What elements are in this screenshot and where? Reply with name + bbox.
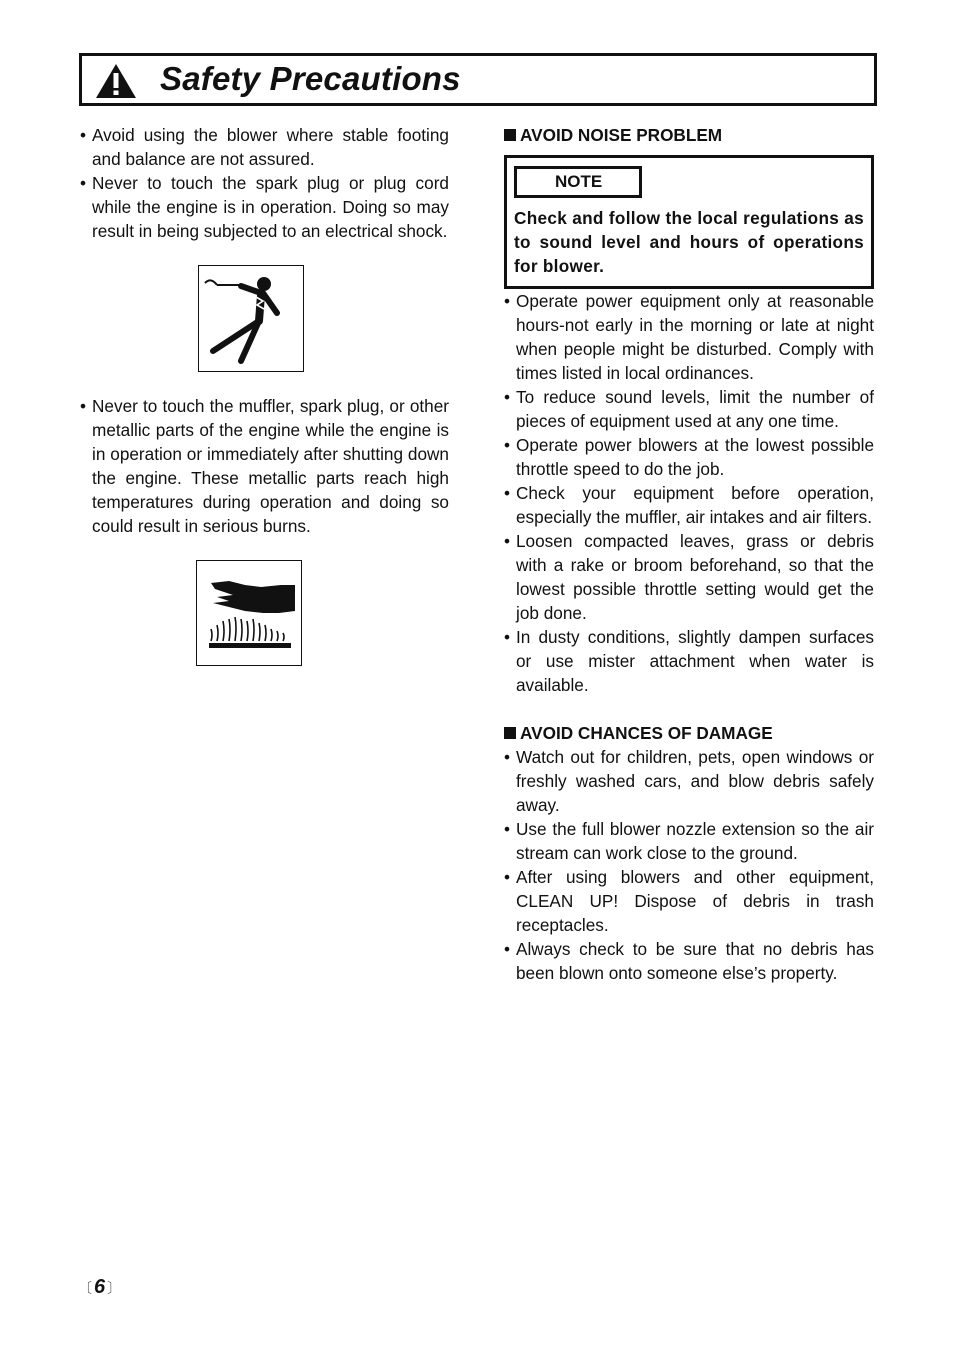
list-item: • Never to touch the spark plug or plug cord while the engine is in operation. Doing so may result in being subjected to an electrical shock. [80,171,449,243]
note-box [504,155,874,289]
noise-bullets [504,289,874,697]
list-item: • Use the full blower nozzle extension so the air stream can work close to the ground. [504,817,874,865]
page-number-text: 6 [94,1276,106,1298]
page-title: Safety Precautions [160,60,461,97]
section-heading-damage [504,721,874,745]
list-item: • Check your equipment before operation, especially the muffler, air intakes and air filters. [504,481,874,529]
warning-triangle-icon [94,62,138,100]
section-heading-text: AVOID NOISE PROBLEM [520,125,723,145]
list-item: • Loosen compacted leaves, grass or debris with a rake or broom beforehand, so that the lowest possible throttle setting would get the job done. [504,529,874,625]
page-number [78,1276,121,1299]
list-item: • Always check to be sure that no debris has been blown onto someone else’s property. [504,937,874,985]
list-item: • To reduce sound levels, limit the number of pieces of equipment used at any one time. [504,385,874,433]
note-label: NOTE [514,166,642,198]
square-bullet-icon [504,727,516,739]
square-bullet-icon [504,129,516,141]
left-column [80,123,449,666]
right-bracket: 〕 [107,1279,122,1296]
hot-surface-figure [196,560,302,666]
left-bullets-b [80,394,449,538]
damage-bullets [504,745,874,985]
hot-surface-icon [199,563,299,663]
note-text: Check and follow the local regulations as to sound level and hours of operations for blower. [514,208,864,276]
list-item: • Never to touch the muffler, spark plug, or other metallic parts of the engine while the engine is in operation or immediately after shutting down the engine. These metallic parts reach high temperatures during operation and doing so could result in serious burns. [80,394,449,538]
list-item: • Avoid using the blower where stable footing and balance are not assured. [80,123,449,171]
list-item: • After using blowers and other equipment, CLEAN UP! Dispose of debris in trash receptacles. [504,865,874,937]
list-item: • Watch out for children, pets, open windows or freshly washed cars, and blow debris safely away. [504,745,874,817]
page-header [79,53,877,106]
left-bracket: 〔 [78,1279,92,1296]
left-bullets-a [80,123,449,243]
section-heading-text: AVOID CHANCES OF DAMAGE [520,723,773,743]
list-item: • In dusty conditions, slightly dampen surfaces or use mister attachment when water is available. [504,625,874,697]
list-item: • Operate power blowers at the lowest possible throttle speed to do the job. [504,433,874,481]
right-column [504,123,874,985]
electric-shock-icon [201,269,301,369]
electric-shock-figure [198,265,304,372]
section-heading-noise [504,123,874,147]
list-item: • Operate power equipment only at reasonable hours-not early in the morning or late at night when people might be disturbed. Comply with times listed in local ordinances. [504,289,874,385]
